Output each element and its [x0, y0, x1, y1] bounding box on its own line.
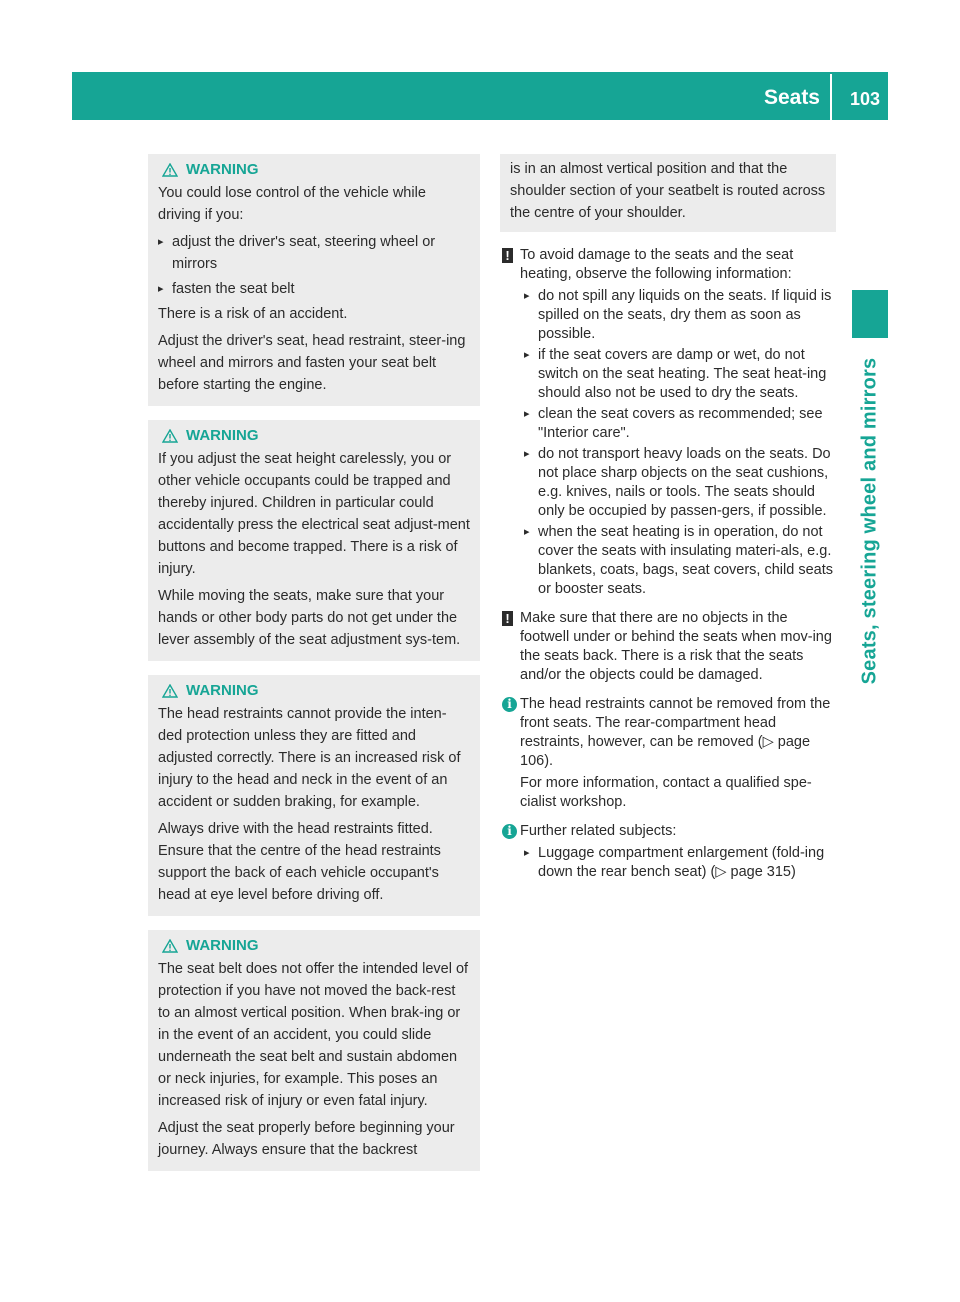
paragraph: The seat belt does not offer the intended level of protection if you have not moved the back-rest to an almost vertical position. When brak-ing or in the event of an accident, you could slide underneath the seat belt and sustain abdomen or neck injuries, for example. This poses an increased risk of injury or even fatal injury. [158, 961, 469, 1109]
notes [500, 246, 836, 882]
warning-label: WARNING [186, 682, 259, 699]
list-item-text: adjust the driver's seat, steering wheel or mirrors [172, 234, 436, 272]
caution-note [500, 609, 836, 685]
section-title: Seats [763, 86, 820, 109]
warning-triangle-icon [162, 939, 178, 953]
warning-triangle-icon [162, 684, 178, 698]
list-item-text: Luggage compartment enlargement (fold-ing down the rear bench seat) (▷ page 315) [538, 845, 825, 880]
bullet-icon: ▸ [524, 349, 530, 361]
paragraph: There is a risk of an accident. [158, 306, 348, 322]
warning-heading [158, 679, 470, 703]
bullet-icon: ▸ [158, 283, 164, 295]
paragraph: While moving the seats, make sure that your hands or other body parts do not get under the lever assembly of the seat adjustment sys-tem. [158, 588, 461, 648]
bullet-icon: ▸ [524, 408, 530, 420]
paragraph: You could lose control of the vehicle while driving if you: [158, 185, 426, 223]
list-item-text: clean the seat covers as recommended; see "Interior care". [538, 406, 823, 441]
warning-box [148, 930, 480, 1171]
list-item-text: fasten the seat belt [172, 281, 295, 297]
warning-label: WARNING [186, 427, 259, 444]
paragraph: The head restraints cannot provide the inten-ded protection unless they are fitted and adjusted correctly. There is an increased risk of injury to the head and neck in the event of an accident or sudden braking, for example. [158, 706, 461, 810]
warning-label: WARNING [186, 937, 259, 954]
warning-box [148, 675, 480, 916]
bullet-icon: ▸ [524, 847, 530, 859]
warning-heading [158, 424, 470, 448]
list-item [158, 278, 470, 300]
info-icon: i [502, 824, 517, 839]
paragraph: The head restraints cannot be removed from the front seats. The rear-compartment head restraints, however, can be removed (▷ page 106). [520, 696, 831, 769]
paragraph: Further related subjects: [520, 823, 677, 839]
right-column [500, 154, 836, 888]
warning-heading [158, 158, 470, 182]
list-item-text: do not transport heavy loads on the seats. Do not place sharp objects on the seat cushions, e.g. knives, nails or tools. The seats should only be occupied by passen-gers, if possible. [538, 446, 831, 519]
info-note [500, 822, 836, 882]
header-divider [830, 74, 832, 120]
paragraph: To avoid damage to the seats and the seat heating, observe the following information: [520, 247, 794, 282]
list-item-text: when the seat heating is in operation, do not cover the seats with insulating materi-als, e.g. blankets, coats, bags, seat covers, child seats or booster seats. [538, 524, 833, 597]
bullet-icon: ▸ [158, 236, 164, 248]
header-bar [72, 72, 888, 120]
list-item [520, 346, 836, 403]
list-item [158, 231, 470, 275]
paragraph: Make sure that there are no objects in the footwell under or behind the seats when mov-ing the seats back. There is a risk that the seats and/or the objects could be damaged. [520, 610, 832, 683]
bullet-icon: ▸ [524, 290, 530, 302]
list-item-text: if the seat covers are damp or wet, do not switch on the seat heating. The seat heat-ing should also not be used to dry the seats. [538, 347, 827, 401]
warning-triangle-icon [162, 163, 178, 177]
chapter-tab [852, 290, 888, 338]
warning-label: WARNING [186, 161, 259, 178]
left-column [148, 154, 480, 1171]
info-icon: i [502, 697, 517, 712]
list-item [520, 287, 836, 344]
warning-box [148, 420, 480, 661]
warning-heading [158, 934, 470, 958]
paragraph: Adjust the seat properly before beginning your journey. Always ensure that the backrest [158, 1120, 455, 1158]
list-item [520, 445, 836, 521]
paragraph: For more information, contact a qualified spe-cialist workshop. [520, 775, 812, 810]
list-item-text: do not spill any liquids on the seats. If liquid is spilled on the seats, dry them as soon as possible. [538, 288, 832, 342]
exclamation-icon: ! [502, 248, 513, 263]
list-item [520, 844, 836, 882]
paragraph: Always drive with the head restraints fitted. Ensure that the centre of the head restraints support the back of each vehicle occupant's head at eye level before driving off. [158, 821, 441, 903]
paragraph: If you adjust the seat height carelessly, you or other vehicle occupants could be trapped and thereby injured. Children in particular could accidentally press the electrical seat adjust-ment buttons and become trapped. There is a risk of injury. [158, 451, 470, 577]
info-note [500, 695, 836, 812]
warning-continued-text: is in an almost vertical position and that the shoulder section of your seatbelt is routed across the centre of your shoulder. [510, 161, 826, 221]
page-number: 103 [849, 89, 880, 109]
chapter-label: Seats, steering wheel and mirrors [858, 357, 881, 685]
warning-box-continued [500, 154, 836, 232]
paragraph: Adjust the driver's seat, head restraint, steer-ing wheel and mirrors and fasten your seat belt before starting the engine. [158, 333, 466, 393]
bullet-icon: ▸ [524, 448, 530, 460]
list-item [520, 405, 836, 443]
warning-triangle-icon [162, 429, 178, 443]
warning-box [148, 154, 480, 406]
exclamation-icon: ! [502, 611, 513, 626]
list-item [520, 523, 836, 599]
caution-note [500, 246, 836, 599]
bullet-icon: ▸ [524, 526, 530, 538]
